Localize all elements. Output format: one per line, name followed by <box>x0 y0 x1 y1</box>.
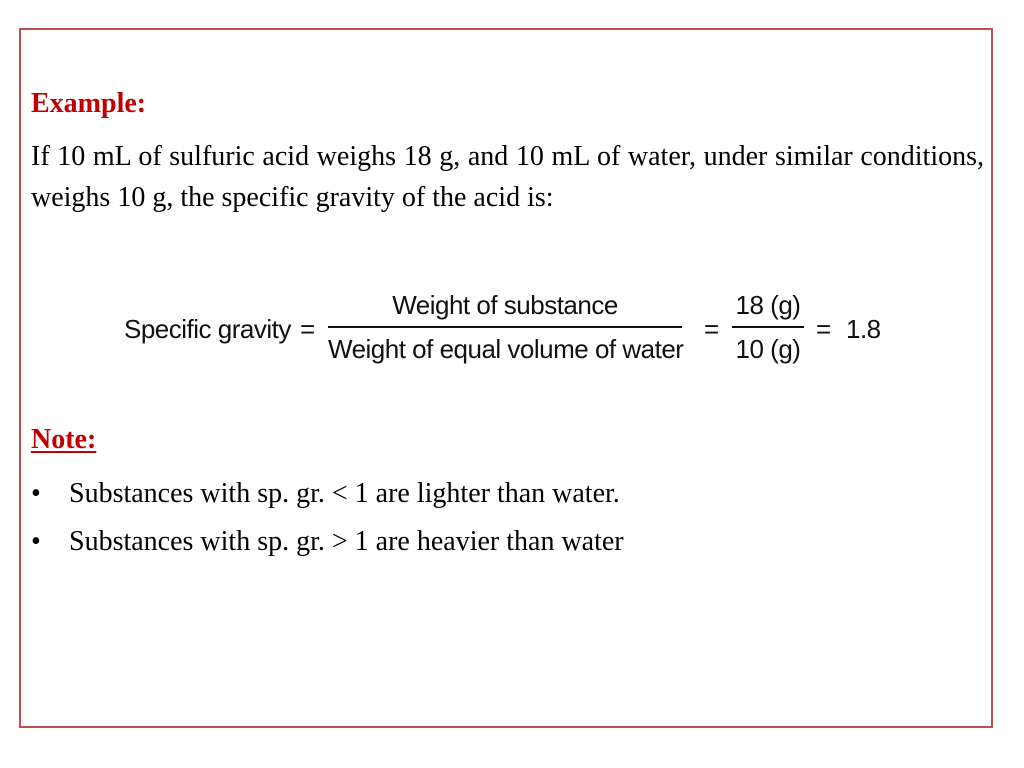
value-numerator: 18 (g) <box>735 290 801 320</box>
fraction-bar <box>732 326 804 328</box>
formula-label: Specific gravity <box>124 314 291 344</box>
list-item-text: Substances with sp. gr. < 1 are lighter than water. <box>69 478 620 509</box>
example-text: If 10 mL of sulfuric acid weighs 18 g, and 10 mL of water, under similar conditions, weighs 10 g, the specific gravity of the acid is: <box>31 141 984 213</box>
formula-equals-sign: = <box>300 314 315 344</box>
bullet-icon: • <box>31 478 41 509</box>
formula-denominator: Weight of equal volume of water <box>328 334 684 364</box>
list-item <box>31 470 624 518</box>
list-item <box>31 518 624 566</box>
formula-result: 1.8 <box>846 314 881 344</box>
list-item-text: Substances with sp. gr. > 1 are heavier than water <box>69 526 624 557</box>
slide-frame <box>19 28 993 728</box>
formula-fraction <box>328 286 682 368</box>
formula-equals-sign: = <box>816 314 831 344</box>
note-list <box>31 470 624 566</box>
example-heading: Example: <box>31 88 147 119</box>
fraction-bar <box>328 326 682 328</box>
value-fraction <box>732 286 804 368</box>
value-denominator: 10 (g) <box>735 334 801 364</box>
formula-equals-sign: = <box>704 314 719 344</box>
formula-numerator: Weight of substance <box>392 290 618 320</box>
specific-gravity-formula <box>124 286 904 376</box>
note-heading: Note: <box>31 424 97 455</box>
bullet-icon: • <box>31 526 41 557</box>
